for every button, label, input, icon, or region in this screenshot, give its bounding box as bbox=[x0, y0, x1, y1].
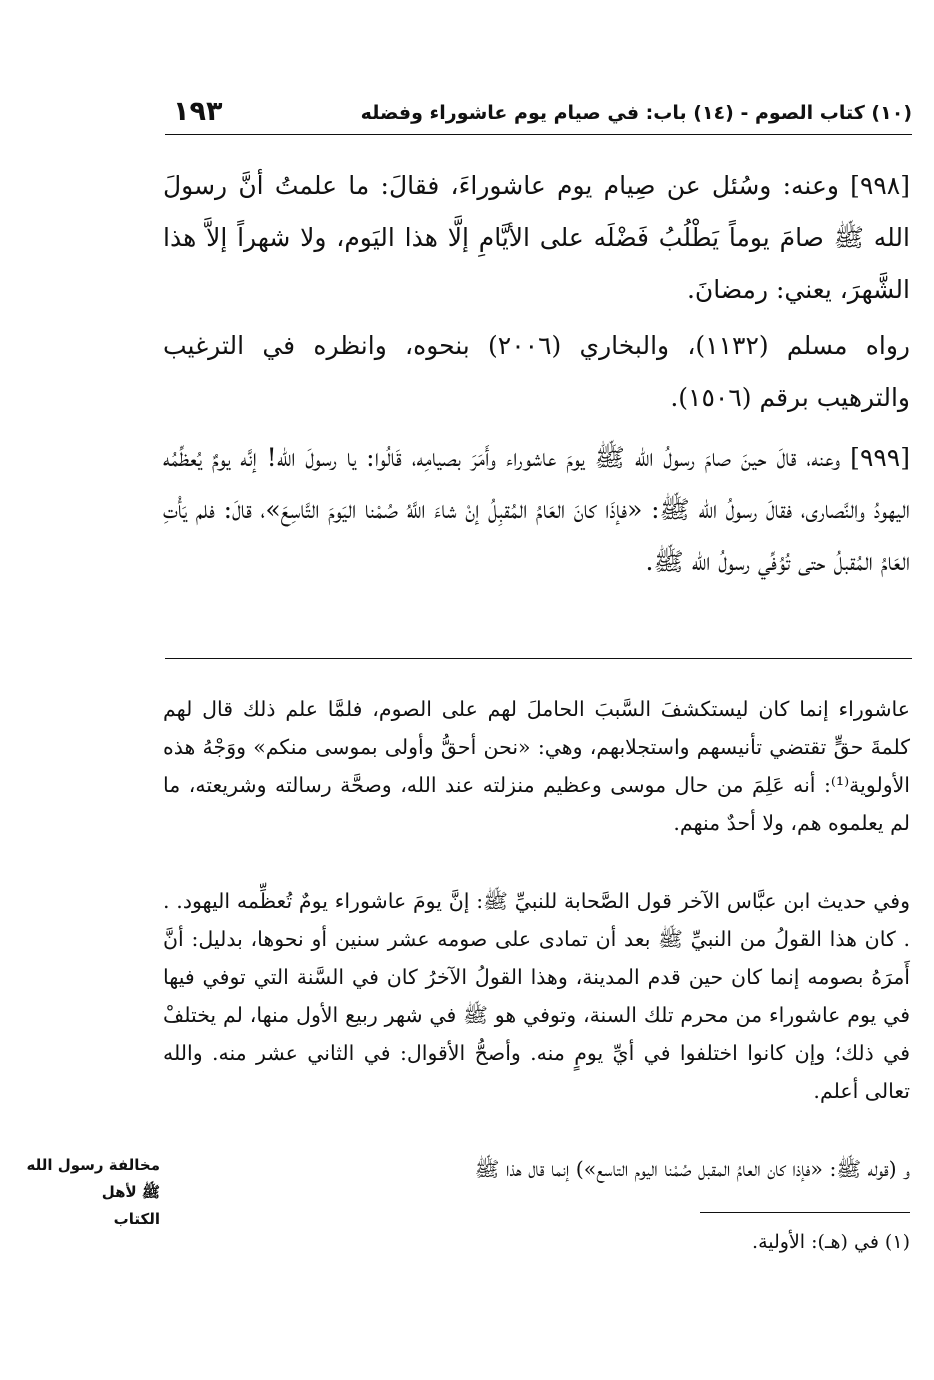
commentary-paragraph-2 bbox=[163, 882, 910, 1110]
footnote-text: (١) في (هـ): الأولية. bbox=[752, 1231, 910, 1253]
header-title: (١٠) كتاب الصوم - (١٤) باب: في صيام يوم عاشوراء وفضله bbox=[360, 102, 912, 124]
margin-heading-line-2: ﷺ لأهل bbox=[101, 1183, 160, 1201]
margin-heading-line-3: الكتاب bbox=[113, 1210, 160, 1228]
footnote bbox=[163, 1226, 910, 1258]
commentary-text-2: وفي حديث ابن عبَّاس الآخر قول الصَّحابة للنبيِّ ﷺ: إنَّ يومَ عاشوراء يومٌ تُعظِّمه اليهود. . . كان هذا القولُ من النبيِّ ﷺ بعد أن تمادى على صومه عشر سنين أو نحوها، بدليل: أنَّ أَمرَهُ بصومه إنما كان حين قدم المدينة، وهذا القولُ الآخرُ كان في السَّنة التي توفي فيها في يوم عاشوراء من محرم تلك السنة، وتوفي هو ﷺ في شهر ربيع الأول منها، لم يختلفْ في ذلك؛ وإن كانوا اختلفوا في أيِّ يومٍ منه. وأصحُّ الأقوال: في الثاني عشر منه. والله تعالى أعلم. bbox=[163, 889, 910, 1103]
page-number: ١٩٣ bbox=[173, 96, 223, 127]
footnote-divider bbox=[700, 1212, 910, 1213]
hadith-998 bbox=[163, 160, 910, 316]
commentary-text-3: و (قوله ﷺ: «فإذا كان العامُ المقبل صُمْنا اليوم التاسع») إنما قال هذا ﷺ bbox=[474, 1157, 910, 1181]
section-divider bbox=[165, 658, 912, 659]
margin-heading-line-1: مخالفة رسول الله bbox=[26, 1156, 160, 1174]
hadith-999-text: [٩٩٩] وعنه، قالَ حينَ صامَ رسولُ الله ﷺ يومَ عاشوراء وأَمَرَ بصيامِه، قَالُوا: يا رسولَ الله! إنَّه يومٌ يُعظِّمُه اليهودُ والنَّصارى، فقالَ رسولُ الله ﷺ: «فإذَا كانَ العَامُ المُقبِلُ إنْ شاءَ اللَّهُ صُمْنا اليَومَ التَّاسِعَ»، قالَ: فلم يَأْتِ العَامُ المُقبلُ حتى تُوُفِّي رسولُ الله ﷺ. bbox=[163, 443, 910, 576]
commentary-text-1: عاشوراء إنما كان ليستكشفَ السَّببَ الحاملَ لهم على الصوم، فلمَّا علم ذلك قال لهم كلمةَ حقٍّ تقتضي تأنيسهم واستجلابهم، وهي: «نحن أحقُّ وأولى بموسى منكم» ووَجْهُ هذه الأولوية⁽¹⁾: أنه عَلِمَ من حال موسى وعظيم منزلته عند الله، وصحَّة رسالته وشريعته، ما لم يعلموه هم، ولا أحدٌ منهم. bbox=[163, 697, 910, 835]
takhrij-text: رواه مسلم (١١٣٢)، والبخاري (٢٠٠٦) بنحوه، وانظره في الترغيب والترهيب برقم (١٥٠٦). bbox=[163, 331, 910, 412]
commentary-paragraph-3 bbox=[163, 1150, 910, 1188]
commentary-paragraph-1 bbox=[163, 690, 910, 842]
header-divider bbox=[165, 134, 912, 135]
hadith-998-text: [٩٩٨] وعنه: وسُئل عن صِيام يوم عاشوراءَ، فقالَ: ما علمتُ أنَّ رسولَ الله ﷺ صامَ يوماً يَطْلُبُ فَضْلَه على الأيَّامِ إلَّا هذا اليَوم، ولا شهراً إلاَّ هذا الشَّهرَ، يعني: رمضانَ. bbox=[163, 171, 910, 304]
running-header bbox=[165, 94, 912, 134]
takhrij-paragraph bbox=[163, 320, 910, 424]
margin-heading bbox=[10, 1152, 160, 1233]
hadith-999 bbox=[163, 432, 910, 588]
